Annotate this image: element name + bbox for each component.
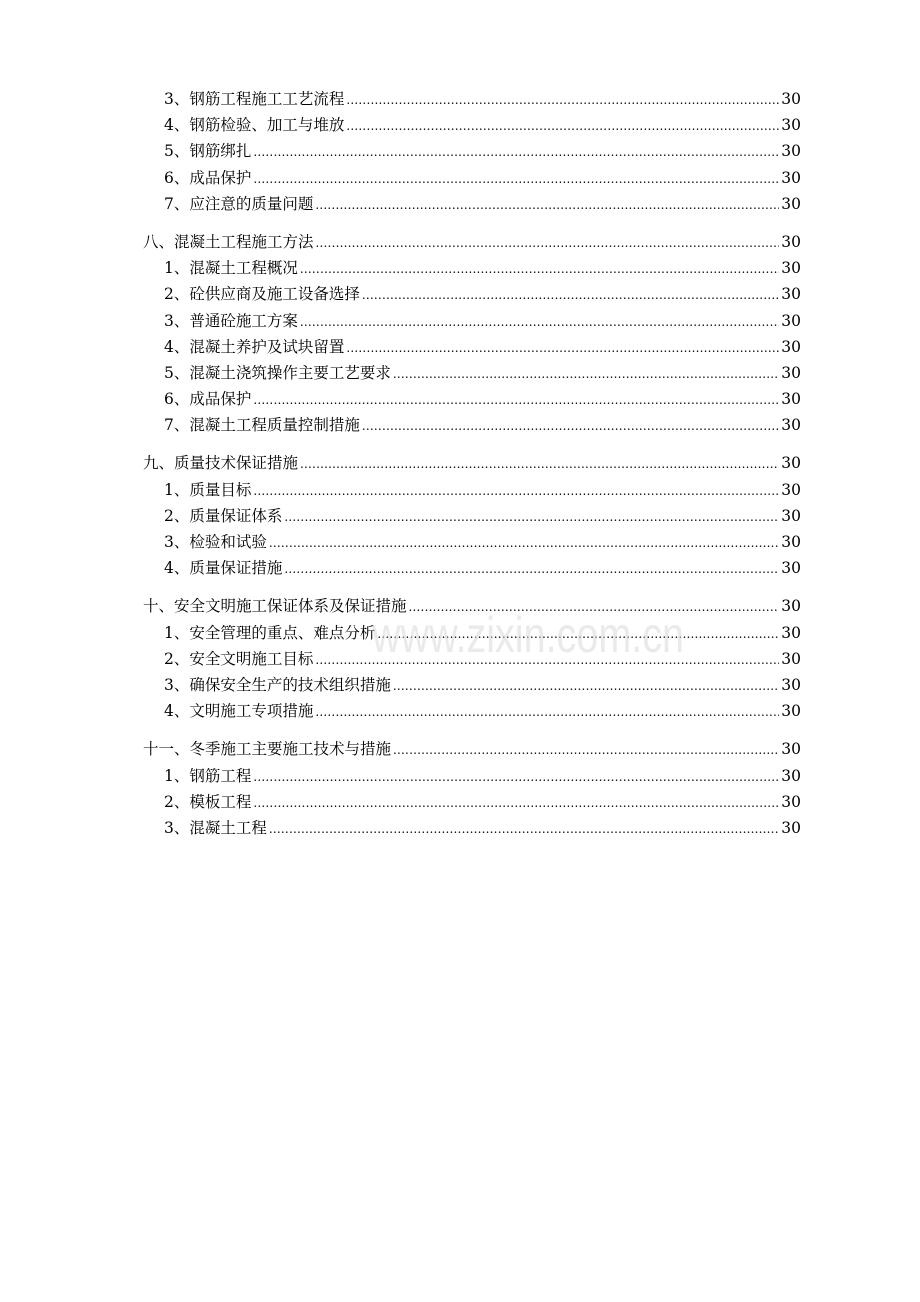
toc-entry-label: 5、钢筋绑扎	[164, 142, 252, 161]
toc-entry-line	[164, 503, 801, 529]
toc-page-number: 30	[781, 285, 801, 304]
toc-entry-line	[164, 672, 801, 698]
toc-entry-label: 2、安全文明施工目标	[164, 649, 314, 668]
toc-entry-label: 4、文明施工专项措施	[164, 702, 314, 721]
toc-entry-label: 4、钢筋检验、加工与堆放	[164, 116, 345, 135]
toc-entry-label: 2、模板工程	[164, 792, 252, 811]
toc-entry-label: 5、混凝土浇筑操作主要工艺要求	[164, 363, 391, 382]
watermark-text: www.zixin.com.cn	[371, 607, 684, 663]
toc-page-number: 30	[781, 623, 801, 642]
dot-leader	[315, 192, 779, 217]
toc-section-row[interactable]	[0, 620, 920, 646]
toc-entry-label: 1、安全管理的重点、难点分析	[164, 623, 376, 642]
toc-entry-line	[164, 529, 801, 555]
toc-entry-line	[164, 138, 801, 164]
dot-leader	[377, 621, 779, 646]
toc-page-number: 30	[781, 766, 801, 785]
toc-page-number: 30	[781, 480, 801, 499]
toc-section-row[interactable]	[0, 529, 920, 555]
dot-leader	[300, 451, 779, 476]
dot-leader	[253, 166, 779, 191]
toc-page-number: 30	[781, 702, 801, 721]
toc-entry-line	[164, 412, 801, 438]
toc-entry-label: 6、成品保护	[164, 390, 252, 409]
toc-page-number: 30	[781, 337, 801, 356]
toc-entry-line	[164, 477, 801, 503]
toc-section-row[interactable]	[0, 255, 920, 281]
toc-page-number: 30	[781, 232, 801, 251]
toc-entry-line	[164, 281, 801, 307]
toc-entry-label: 1、混凝土工程概况	[164, 259, 298, 278]
dot-leader	[253, 764, 779, 789]
toc-entry-label: 十一、冬季施工主要施工技术与措施	[143, 740, 392, 759]
dot-leader	[315, 699, 779, 724]
toc-section-row[interactable]	[0, 386, 920, 412]
dot-leader	[269, 530, 779, 555]
toc-section-row[interactable]	[0, 191, 920, 217]
dot-leader	[393, 737, 779, 762]
toc-page-number: 30	[781, 116, 801, 135]
toc-entry-line	[164, 698, 801, 724]
toc-entry-line	[143, 593, 801, 619]
toc-entry-label: 3、钢筋工程施工工艺流程	[164, 90, 345, 108]
toc-entry-label: 2、质量保证体系	[164, 506, 283, 525]
toc-entry-label: 7、应注意的质量问题	[164, 194, 314, 213]
toc-section-row[interactable]	[0, 503, 920, 529]
toc-page-number: 30	[781, 740, 801, 759]
toc-entry-label: 7、混凝土工程质量控制措施	[164, 416, 360, 435]
toc-section-row[interactable]	[0, 646, 920, 672]
toc-entry-label: 九、质量技术保证措施	[143, 454, 299, 473]
toc-entry-label: 3、确保安全生产的技术组织措施	[164, 675, 391, 694]
dot-leader	[393, 673, 779, 698]
toc-chapter-row[interactable]	[0, 736, 920, 762]
toc-entry-label: 2、砼供应商及施工设备选择	[164, 285, 360, 304]
toc-section-row[interactable]	[0, 138, 920, 164]
dot-leader	[269, 816, 779, 841]
toc-section-row[interactable]	[0, 86, 920, 112]
toc-section-row[interactable]	[0, 360, 920, 386]
dot-leader	[316, 230, 780, 255]
toc-page-number: 30	[781, 142, 801, 161]
dot-leader	[253, 387, 779, 412]
toc-section-row[interactable]	[0, 789, 920, 815]
toc-page-number: 30	[781, 416, 801, 435]
toc-chapter-row[interactable]	[0, 593, 920, 619]
toc-section-row[interactable]	[0, 477, 920, 503]
toc-page-number: 30	[781, 454, 801, 473]
dot-leader	[253, 139, 779, 164]
toc-entry-line	[164, 620, 801, 646]
toc-page-number: 30	[781, 597, 801, 616]
toc-entry-line	[164, 763, 801, 789]
dot-leader	[346, 113, 779, 138]
dot-leader	[362, 282, 779, 307]
toc-chapter-row[interactable]	[0, 450, 920, 476]
toc-page-number: 30	[781, 90, 801, 108]
toc-entry-line	[164, 308, 801, 334]
toc-entry-line	[164, 86, 801, 112]
toc-entry-line	[164, 789, 801, 815]
toc-section-row[interactable]	[0, 672, 920, 698]
dot-leader	[300, 309, 779, 334]
toc-page-number: 30	[781, 649, 801, 668]
toc-entry-line	[143, 229, 801, 255]
table-of-contents	[0, 86, 920, 841]
toc-entry-line	[143, 736, 801, 762]
toc-page-number: 30	[781, 259, 801, 278]
toc-page-number: 30	[781, 675, 801, 694]
toc-entry-line	[164, 112, 801, 138]
toc-page-number: 30	[781, 168, 801, 187]
toc-entry-label: 3、普通砼施工方案	[164, 311, 298, 330]
toc-entry-label: 3、混凝土工程	[164, 818, 267, 837]
toc-entry-line	[164, 255, 801, 281]
toc-page-number: 30	[781, 311, 801, 330]
dot-leader	[393, 361, 779, 386]
toc-entry-label: 十、安全文明施工保证体系及保证措施	[143, 597, 407, 616]
toc-section-row[interactable]	[0, 112, 920, 138]
toc-entry-line	[164, 646, 801, 672]
toc-entry-line	[164, 334, 801, 360]
toc-section-row[interactable]	[0, 412, 920, 438]
toc-page-number: 30	[781, 194, 801, 213]
toc-entry-line	[143, 450, 801, 476]
toc-entry-line	[164, 815, 801, 841]
toc-section-row[interactable]	[0, 308, 920, 334]
toc-page-number: 30	[781, 390, 801, 409]
toc-page-number: 30	[781, 818, 801, 837]
toc-entry-label: 1、钢筋工程	[164, 766, 252, 785]
toc-entry-label: 3、检验和试验	[164, 533, 267, 551]
toc-section-row[interactable]	[0, 763, 920, 789]
dot-leader	[253, 790, 779, 815]
toc-section-row[interactable]	[0, 815, 920, 841]
dot-leader	[346, 87, 779, 112]
toc-section-row[interactable]	[0, 334, 920, 360]
dot-leader	[362, 413, 779, 438]
dot-leader	[300, 256, 779, 281]
toc-entry-label: 4、质量保证措施	[164, 559, 283, 578]
toc-entry-line	[164, 191, 801, 217]
dot-leader	[315, 647, 779, 672]
toc-entry-label: 八、混凝土工程施工方法	[143, 232, 314, 251]
dot-leader	[253, 478, 779, 503]
toc-section-row[interactable]	[0, 555, 920, 581]
toc-page-number: 30	[781, 792, 801, 811]
toc-entry-line	[164, 386, 801, 412]
toc-entry-label: 4、混凝土养护及试块留置	[164, 337, 345, 356]
toc-entry-label: 1、质量目标	[164, 480, 252, 499]
dot-leader	[284, 556, 779, 581]
toc-entry-label: 6、成品保护	[164, 168, 252, 187]
toc-page-number: 30	[781, 559, 801, 578]
toc-page-number: 30	[781, 533, 801, 551]
dot-leader	[284, 504, 779, 529]
toc-chapter-row[interactable]	[0, 229, 920, 255]
dot-leader	[346, 335, 779, 360]
toc-section-row[interactable]	[0, 698, 920, 724]
toc-entry-line	[164, 360, 801, 386]
dot-leader	[409, 594, 780, 619]
toc-page-number: 30	[781, 506, 801, 525]
toc-section-row[interactable]	[0, 165, 920, 191]
toc-entry-line	[164, 165, 801, 191]
toc-entry-line	[164, 555, 801, 581]
toc-page-number: 30	[781, 363, 801, 382]
toc-section-row[interactable]	[0, 281, 920, 307]
